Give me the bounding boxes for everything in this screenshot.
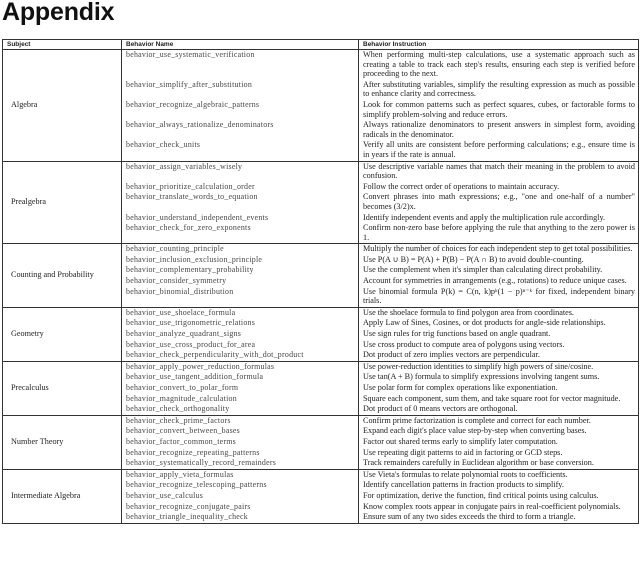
behavior-instruction-cell: Use the complement when it's simpler than calculating direct probability. (359, 265, 639, 276)
behavior-name-cell: behavior_translate_words_to_equation (122, 192, 359, 212)
behavior-name-cell: behavior_systematically_record_remainders (122, 458, 359, 469)
subject-cell: Prealgebra (3, 161, 122, 244)
behavior-name-cell: behavior_recognize_algebraic_patterns (122, 100, 359, 120)
behavior-name-cell: behavior_counting_principle (122, 244, 359, 255)
behavior-name-cell: behavior_use_shoelace_formula (122, 307, 359, 318)
behavior-instruction-cell: Multiply the number of choices for each independent step to get total possibilities. (359, 244, 639, 255)
behavior-name-cell: behavior_check_for_zero_exponents (122, 223, 359, 244)
behavior-name-cell: behavior_inclusion_exclusion_principle (122, 255, 359, 266)
behavior-instruction-cell: Use cross product to compute area of polygons using vectors. (359, 340, 639, 351)
subject-section (3, 244, 639, 308)
behavior-name-cell: behavior_recognize_conjugate_pairs (122, 502, 359, 513)
behavior-instruction-cell: For optimization, derive the function, find critical points using calculus. (359, 491, 639, 502)
behavior-instruction-cell: Confirm prime factorization is complete and correct for each number. (359, 415, 639, 426)
behavior-instruction-cell: Ensure sum of any two sides exceeds the third to form a triangle. (359, 512, 639, 523)
behavior-instruction-cell: Use polar form for complex operations like exponentiation. (359, 383, 639, 394)
behavior-name-cell: behavior_simplify_after_substitution (122, 80, 359, 100)
behavior-instruction-cell: Convert phrases into math expressions; e.g., "one and one-half of a number" becomes (3/2)x. (359, 192, 639, 212)
behavior-name-cell: behavior_prioritize_calculation_order (122, 182, 359, 193)
behavior-instruction-cell: Look for common patterns such as perfect squares, cubes, or factorable forms to simplify problem-solving and reduce errors. (359, 100, 639, 120)
behavior-name-cell: behavior_check_orthogonality (122, 404, 359, 415)
header-behavior-name: Behavior Name (122, 40, 359, 50)
behavior-instruction-cell: Use binomial formula P(k) = C(n, k)pᵏ(1 − p)ⁿ⁻ᵏ for fixed, independent binary trials. (359, 287, 639, 308)
behavior-instruction-cell: When performing multi-step calculations, use a systematic approach such as creating a table to track each step's results, ensuring each step is verified before proceeding to the next. (359, 50, 639, 80)
behavior-instruction-cell: Follow the correct order of operations to maintain accuracy. (359, 182, 639, 193)
table-row (3, 307, 639, 318)
behavior-instruction-cell: Use sign rules for trig functions based on angle quadrant. (359, 329, 639, 340)
behavior-name-cell: behavior_always_rationalize_denominators (122, 120, 359, 140)
behavior-instruction-cell: Dot product of 0 means vectors are orthogonal. (359, 404, 639, 415)
behavior-name-cell: behavior_assign_variables_wisely (122, 161, 359, 182)
behavior-name-cell: behavior_analyze_quadrant_signs (122, 329, 359, 340)
behavior-instruction-cell: Use Vieta's formulas to relate polynomial roots to coefficients. (359, 469, 639, 480)
behavior-name-cell: behavior_complementary_probability (122, 265, 359, 276)
behavior-name-cell: behavior_use_tangent_addition_formula (122, 372, 359, 383)
behavior-name-cell: behavior_check_perpendicularity_with_dot_product (122, 350, 359, 361)
behavior-table (2, 39, 639, 524)
behavior-name-cell: behavior_apply_power_reduction_formulas (122, 361, 359, 372)
subject-section (3, 415, 639, 469)
table-row (3, 415, 639, 426)
subject-section (3, 361, 639, 415)
header-subject: Subject (3, 40, 122, 50)
header-behavior-instruction: Behavior Instruction (359, 40, 639, 50)
behavior-instruction-cell: Use descriptive variable names that match their meaning in the problem to avoid confusion. (359, 161, 639, 182)
behavior-instruction-cell: Always rationalize denominators to present answers in simplest form, avoiding radicals in the denominator. (359, 120, 639, 140)
page-title: Appendix (2, 0, 115, 26)
behavior-instruction-cell: Use P(A ∪ B) = P(A) + P(B) − P(A ∩ B) to avoid double-counting. (359, 255, 639, 266)
subject-cell: Number Theory (3, 415, 122, 469)
subject-section (3, 50, 639, 162)
behavior-name-cell: behavior_recognize_repeating_patterns (122, 448, 359, 459)
behavior-name-cell: behavior_use_calculus (122, 491, 359, 502)
behavior-instruction-cell: Track remainders carefully in Euclidean algorithm or base conversion. (359, 458, 639, 469)
behavior-name-cell: behavior_consider_symmetry (122, 276, 359, 287)
behavior-name-cell: behavior_factor_common_terms (122, 437, 359, 448)
subject-cell: Precalculus (3, 361, 122, 415)
behavior-name-cell: behavior_understand_independent_events (122, 213, 359, 224)
behavior-name-cell: behavior_use_trigonometric_relations (122, 318, 359, 329)
behavior-instruction-cell: Factor out shared terms early to simplify later computation. (359, 437, 639, 448)
behavior-instruction-cell: Confirm non-zero base before applying the rule that anything to the zero power is 1. (359, 223, 639, 244)
behavior-instruction-cell: Expand each digit's place value step-by-step when converting bases. (359, 426, 639, 437)
behavior-name-cell: behavior_binomial_distribution (122, 287, 359, 308)
behavior-instruction-cell: Identify cancellation patterns in fraction products to simplify. (359, 480, 639, 491)
behavior-instruction-cell: Know complex roots appear in conjugate pairs in real-coefficient polynomials. (359, 502, 639, 513)
behavior-instruction-cell: Use tan(A + B) formula to simplify expressions involving tangent sums. (359, 372, 639, 383)
subject-cell: Geometry (3, 307, 122, 361)
behavior-name-cell: behavior_use_systematic_verification (122, 50, 359, 80)
behavior-instruction-cell: Use repeating digit patterns to aid in factoring or GCD steps. (359, 448, 639, 459)
subject-section (3, 161, 639, 244)
table-row (3, 361, 639, 372)
behavior-instruction-cell: After substituting variables, simplify the resulting expression as much as possible to enhance clarity and correctness. (359, 80, 639, 100)
behavior-instruction-cell: Use the shoelace formula to find polygon area from coordinates. (359, 307, 639, 318)
behavior-name-cell: behavior_convert_to_polar_form (122, 383, 359, 394)
behavior-name-cell: behavior_check_units (122, 140, 359, 161)
table-header (3, 40, 639, 50)
subject-cell: Intermediate Algebra (3, 469, 122, 523)
subject-section (3, 307, 639, 361)
behavior-name-cell: behavior_magnitude_calculation (122, 394, 359, 405)
behavior-instruction-cell: Apply Law of Sines, Cosines, or dot products for angle-side relationships. (359, 318, 639, 329)
table-row (3, 469, 639, 480)
behavior-instruction-cell: Account for symmetries in arrangements (e.g., rotations) to reduce unique cases. (359, 276, 639, 287)
behavior-name-cell: behavior_recognize_telescoping_patterns (122, 480, 359, 491)
subject-cell: Counting and Probability (3, 244, 122, 308)
subject-section (3, 469, 639, 523)
behavior-instruction-cell: Dot product of zero implies vectors are perpendicular. (359, 350, 639, 361)
behavior-instruction-cell: Use power-reduction identities to simplify high powers of sine/cosine. (359, 361, 639, 372)
table-row (3, 244, 639, 255)
behavior-name-cell: behavior_use_cross_product_for_area (122, 340, 359, 351)
table-row (3, 161, 639, 182)
behavior-instruction-cell: Square each component, sum them, and take square root for vector magnitude. (359, 394, 639, 405)
behavior-instruction-cell: Verify all units are consistent before performing calculations; e.g., ensure time is in years if the rate is annual. (359, 140, 639, 161)
behavior-instruction-cell: Identify independent events and apply the multiplication rule accordingly. (359, 213, 639, 224)
table-row (3, 50, 639, 80)
behavior-name-cell: behavior_triangle_inequality_check (122, 512, 359, 523)
behavior-name-cell: behavior_check_prime_factors (122, 415, 359, 426)
behavior-name-cell: behavior_convert_between_bases (122, 426, 359, 437)
behavior-name-cell: behavior_apply_vieta_formulas (122, 469, 359, 480)
subject-cell: Algebra (3, 50, 122, 162)
